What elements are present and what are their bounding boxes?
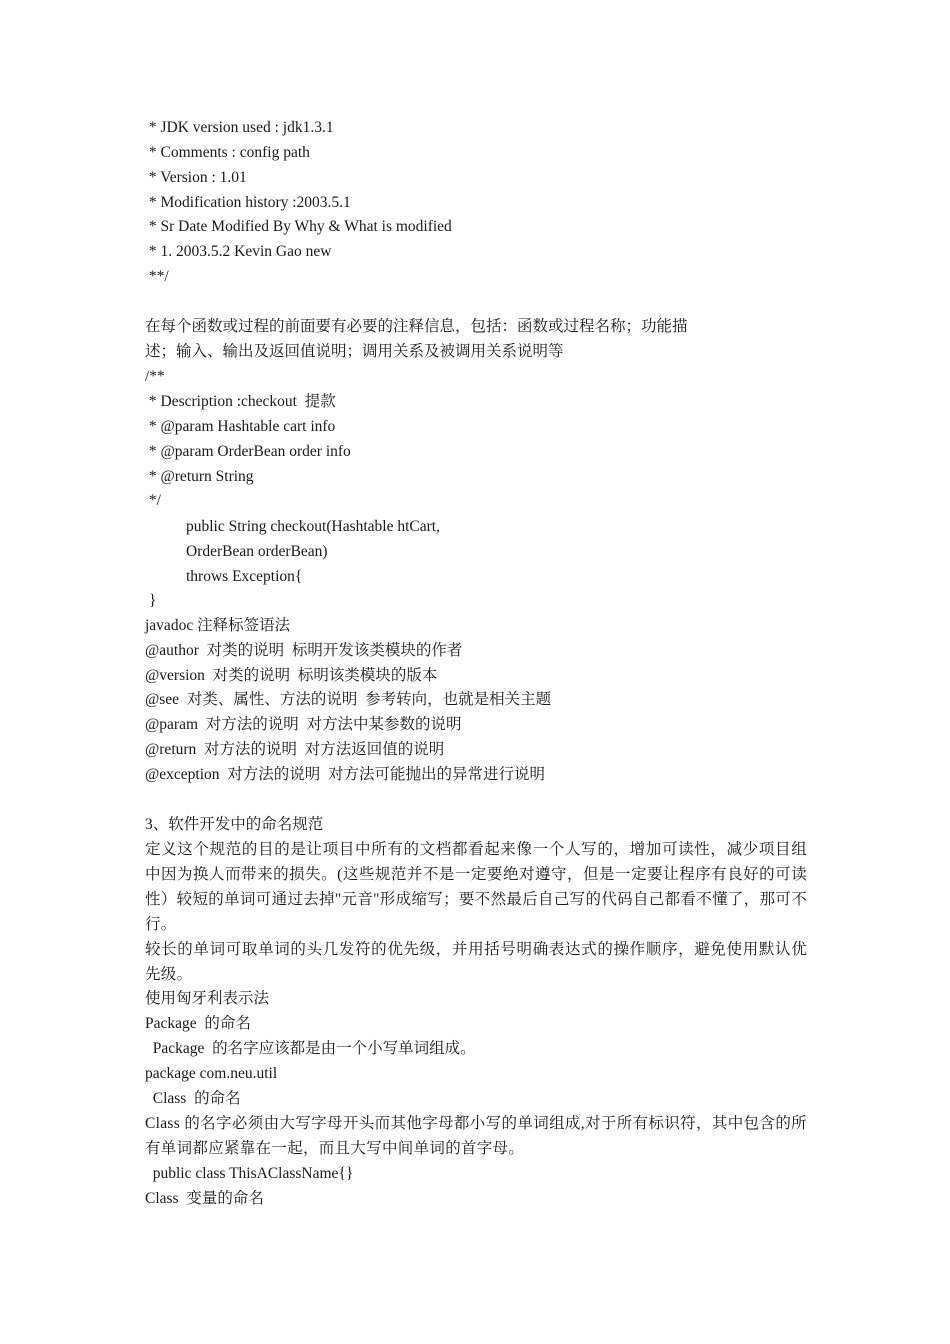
function-comment-intro: 述；输入、输出及返回值说明；调用关系及被调用关系说明等: [145, 343, 564, 360]
header-comment-line: * Comments : config path: [145, 144, 310, 161]
header-comment-line: * Sr Date Modified By Why & What is modified: [145, 218, 452, 235]
code-line: /**: [145, 368, 165, 385]
javadoc-heading: javadoc 注释标签语法: [145, 617, 291, 634]
purpose-paragraph: 定义这个规范的目的是让项目中所有的文档都看起来像一个人写的，增加可读性，减少项目组中因为换人而带来的损失。(这些规范并不是一定要绝对遵守，但是一定要让程序有良好的可读性）较短的单词可通过去掉"元音"形成缩写；要不然最后自己写的代码自己都看不懂了，那可不行。: [145, 841, 807, 933]
code-line: * @return String: [145, 468, 254, 485]
section-heading: 3、软件开发中的命名规范: [145, 816, 324, 833]
javadoc-tag-line: @return 对方法的说明 对方法返回值的说明: [145, 741, 445, 758]
class-example: public class ThisAClassName{}: [145, 1165, 354, 1182]
javadoc-tag-line: @exception 对方法的说明 对方法可能抛出的异常进行说明: [145, 766, 546, 783]
javadoc-tag-line: @version 对类的说明 标明该类模块的版本: [145, 667, 438, 684]
hungarian-line: 使用匈牙利表示法: [145, 990, 270, 1007]
package-example: package com.neu.util: [145, 1065, 278, 1082]
javadoc-tag-line: @param 对方法的说明 对方法中某参数的说明: [145, 716, 462, 733]
code-line: * Description :checkout 提款: [145, 393, 336, 410]
code-line: }: [145, 592, 157, 609]
code-line: throws Exception{: [186, 568, 303, 585]
class-variable-heading: Class 变量的命名: [145, 1190, 264, 1207]
code-line: */: [145, 492, 161, 509]
header-comment-line: * JDK version used : jdk1.3.1: [145, 119, 334, 136]
header-comment-line: * Modification history :2003.5.1: [145, 194, 351, 211]
package-rule: Package 的名字应该都是由一个小写单词组成。: [145, 1040, 476, 1057]
code-line: * @param Hashtable cart info: [145, 418, 336, 435]
javadoc-tag-line: @author 对类的说明 标明开发该类模块的作者: [145, 642, 463, 659]
header-comment-line: * 1. 2003.5.2 Kevin Gao new: [145, 243, 332, 260]
precedence-paragraph: 较长的单词可取单词的头几发符的优先级，并用括号明确表达式的操作顺序，避免使用默认优先级。: [145, 941, 807, 983]
function-comment-intro: 在每个函数或过程的前面要有必要的注释信息，包括：函数或过程名称；功能描: [145, 318, 688, 335]
class-rule: Class 的名字必须由大写字母开头而其他字母都小写的单词组成,对于所有标识符，其中包含的所有单词都应紧靠在一起，而且大写中间单词的首字母。: [145, 1115, 807, 1157]
header-comment-line: * Version : 1.01: [145, 169, 247, 186]
javadoc-tag-line: @see 对类、属性、方法的说明 参考转向，也就是相关主题: [145, 691, 552, 708]
header-comment-line: **/: [145, 268, 169, 285]
package-heading: Package 的命名: [145, 1015, 251, 1032]
code-line: * @param OrderBean order info: [145, 443, 351, 460]
code-line: OrderBean orderBean): [186, 543, 328, 560]
class-heading: Class 的命名: [145, 1090, 241, 1107]
code-line: public String checkout(Hashtable htCart,: [186, 518, 440, 535]
